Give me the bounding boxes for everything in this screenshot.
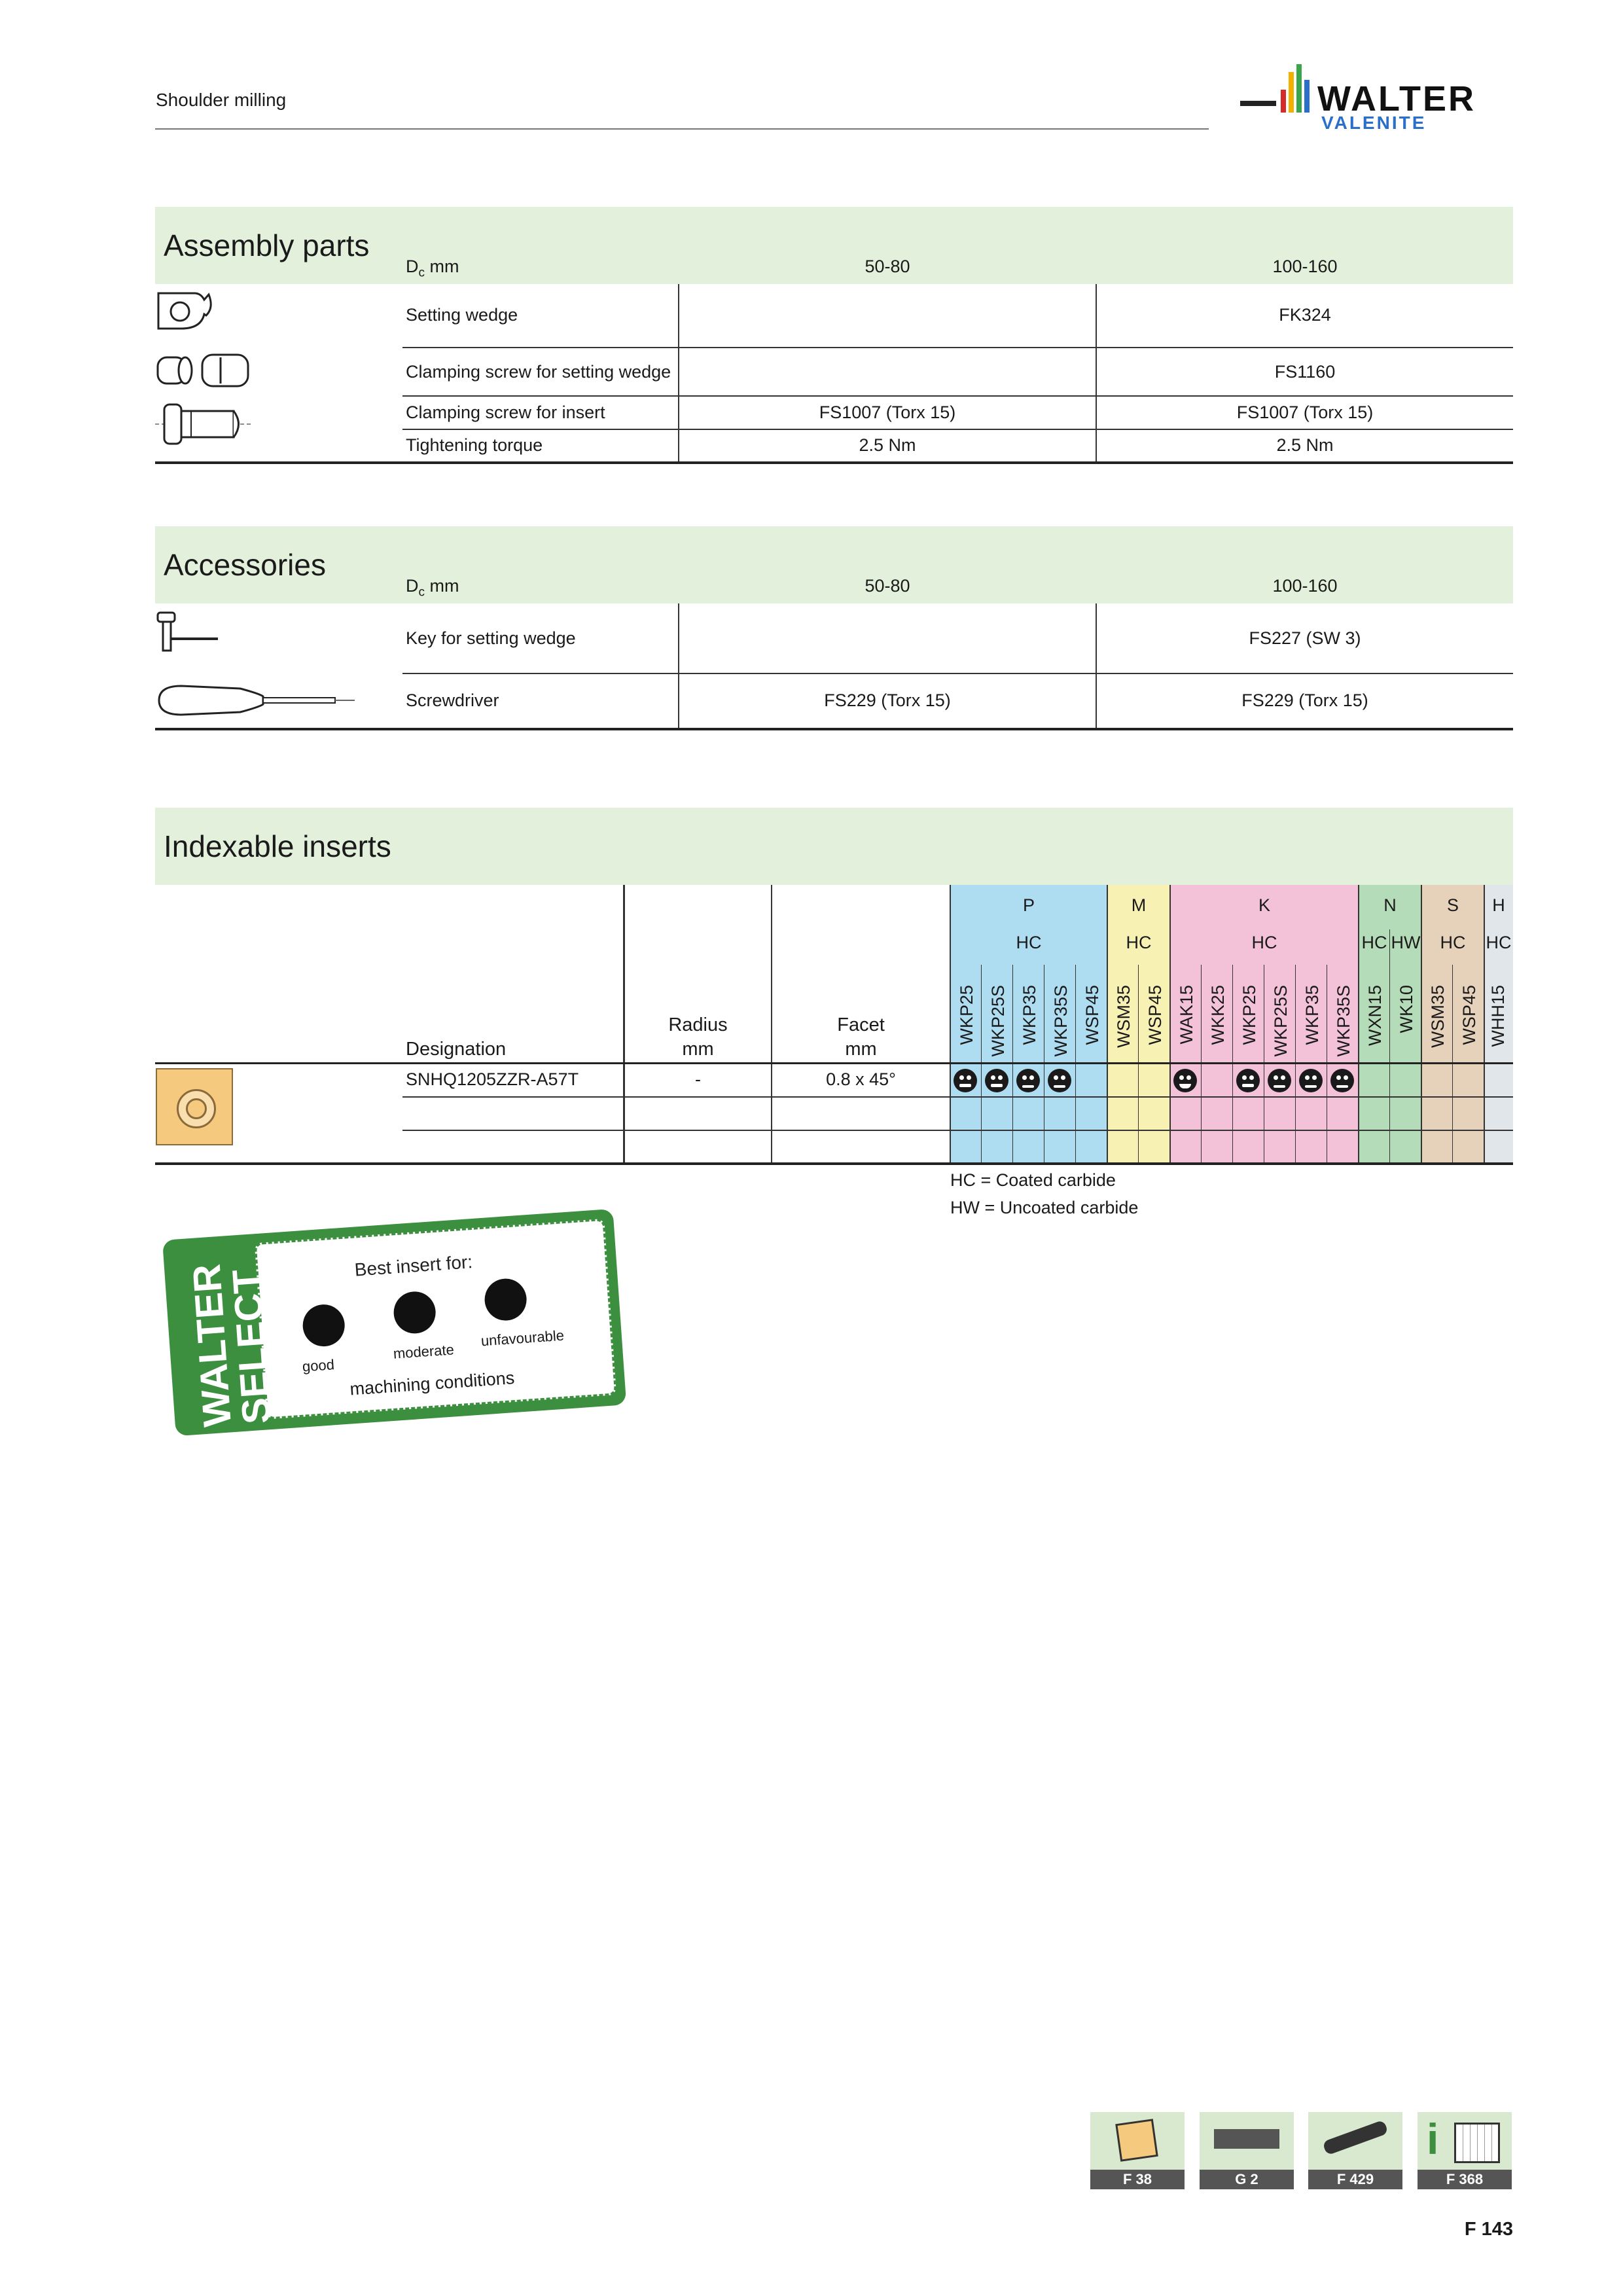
group-sub: HC (1486, 933, 1512, 952)
moderate-face-icon (1236, 1069, 1260, 1092)
nav-label: F 368 (1418, 2170, 1512, 2189)
badge-unfavourable: unfavourable (480, 1327, 565, 1350)
grade-label: WK10 (1397, 985, 1416, 1033)
tool-holder-icon (1214, 2129, 1279, 2149)
good-face-icon (1173, 1069, 1197, 1092)
assembly-row-label: Tightening torque (406, 435, 543, 455)
assembly-col-50-80: 50-80 (865, 257, 910, 276)
group-letter: N (1383, 895, 1397, 915)
assembly-row-value: 2.5 Nm (1276, 435, 1334, 455)
assembly-row-value: FS1160 (1274, 362, 1336, 382)
accessories-row-value: FS227 (SW 3) (1249, 628, 1361, 648)
badge-good: good (302, 1356, 335, 1375)
assembly-row-value: FS1007 (Torx 15) (1236, 403, 1374, 422)
insert-icon (156, 1068, 233, 1145)
accessories-row-value: FS229 (Torx 15) (824, 691, 951, 710)
grade-label: WKP25S (1271, 985, 1291, 1057)
brand-logo (1240, 60, 1515, 132)
grade-label: WXN15 (1365, 985, 1385, 1047)
group-sub: HC (1126, 933, 1152, 952)
brand-name: WALTER (1317, 79, 1476, 118)
group-sub: HC (1440, 933, 1466, 952)
badge-brand: WALTER (184, 1263, 240, 1429)
grade-label: WSP45 (1082, 985, 1102, 1045)
group-letter: K (1258, 895, 1270, 915)
assembly-row-value: 2.5 Nm (859, 435, 916, 455)
badge-heading: Best insert for: (353, 1251, 474, 1280)
grade-label: WKP25S (988, 985, 1008, 1057)
info-icon: i (1427, 2115, 1439, 2163)
legend-hw: HW = Uncoated carbide (950, 1198, 1139, 1217)
grid-chart-icon (1454, 2123, 1500, 2163)
grade-label: WSM35 (1428, 985, 1448, 1049)
brand-sub: VALENITE (1321, 113, 1427, 133)
assembly-row-value: FS1007 (Torx 15) (819, 403, 956, 422)
grade-label: WHH15 (1488, 985, 1508, 1047)
nav-tools-link[interactable] (1308, 2112, 1402, 2189)
section-title: Shoulder milling (156, 90, 287, 110)
insert-facet: 0.8 x 45° (826, 1069, 896, 1089)
group-letter: M (1131, 895, 1147, 915)
assembly-row-label: Setting wedge (406, 305, 518, 325)
header-rule (155, 128, 1209, 130)
nav-insert-link[interactable] (1090, 2112, 1185, 2189)
insert-radius: - (695, 1069, 701, 1089)
accessories-row-value: FS229 (Torx 15) (1241, 691, 1368, 710)
nav-info-link[interactable] (1418, 2112, 1512, 2189)
assembly-row-value: FK324 (1279, 305, 1331, 325)
assembly-dc-label: $D_c$ mm (406, 257, 459, 280)
unfavourable-face-icon (1048, 1069, 1071, 1092)
nav-label: F 38 (1090, 2170, 1185, 2189)
assembly-title: Assembly parts (164, 228, 370, 262)
insert-designation: SNHQ1205ZZR-A57T (406, 1069, 579, 1089)
grade-label: WAK15 (1177, 985, 1196, 1045)
group-k-column (1170, 885, 1359, 1164)
grade-label: WKP25 (1240, 985, 1259, 1045)
accessories-row-label: Screwdriver (406, 691, 499, 710)
hex-key-icon (155, 609, 221, 655)
legend-hc: HC = Coated carbide (950, 1170, 1116, 1190)
radius-unit: mm (682, 1039, 714, 1060)
unfavourable-face-icon (1016, 1069, 1040, 1092)
assembly-row-label: Clamping screw for setting wedge (406, 362, 671, 382)
setting-wedge-icon (155, 288, 221, 334)
group-letter: S (1446, 895, 1459, 915)
group-letter: P (1022, 895, 1035, 915)
inserts-title: Indexable inserts (164, 829, 391, 863)
badge-moderate: moderate (393, 1341, 455, 1362)
moderate-face-icon (985, 1069, 1008, 1092)
clamping-screw-wedge-icon (155, 351, 253, 390)
radius-header: Radius (668, 1014, 728, 1035)
unfavourable-face-icon (1268, 1069, 1291, 1092)
grade-label: WSP45 (1459, 985, 1479, 1045)
wrench-icon (1322, 2120, 1388, 2156)
group-sub: HC (1251, 933, 1277, 952)
moderate-face-icon (954, 1069, 977, 1092)
nav-holder-link[interactable] (1200, 2112, 1294, 2189)
assembly-col-100-160: 100-160 (1272, 257, 1338, 276)
assembly-row-label: Clamping screw for insert (406, 403, 605, 422)
screwdriver-icon (155, 681, 358, 720)
walter-select-badge (162, 1209, 626, 1436)
grade-label: WKP35 (1020, 985, 1039, 1045)
badge-footer: machining conditions (349, 1368, 516, 1399)
unfavourable-face-icon (1299, 1069, 1323, 1092)
clamping-screw-insert-icon (155, 398, 253, 450)
grade-label: WKK25 (1208, 985, 1228, 1045)
accessories-col-50-80: 50-80 (865, 576, 910, 596)
grade-label: WKP25 (957, 985, 976, 1045)
nav-label: F 429 (1308, 2170, 1402, 2189)
group-sub: HC (1361, 933, 1387, 952)
group-sub: HW (1391, 933, 1421, 952)
designation-header: Designation (406, 1039, 507, 1060)
badge-brand-sub: SELECT (224, 1268, 279, 1426)
unfavourable-face-icon (1330, 1069, 1354, 1092)
accessories-col-100-160: 100-160 (1272, 576, 1338, 596)
nav-label: G 2 (1200, 2170, 1294, 2189)
accessories-row-label: Key for setting wedge (406, 628, 576, 648)
grade-label: WSP45 (1145, 985, 1165, 1045)
facet-unit: mm (845, 1039, 877, 1060)
accessories-title: Accessories (164, 548, 326, 582)
group-letter: H (1492, 895, 1505, 915)
grade-label: WKP35 (1302, 985, 1322, 1045)
accessories-dc-label: $D_c$ mm (406, 576, 459, 600)
page-number: F 143 (1464, 2219, 1513, 2240)
facet-header: Facet (837, 1014, 885, 1035)
grade-label: WKP35S (1051, 985, 1071, 1057)
insert-icon (1115, 2119, 1158, 2162)
grade-label: WSM35 (1114, 985, 1133, 1049)
group-sub: HC (1016, 933, 1042, 952)
grade-label: WKP35S (1334, 985, 1353, 1057)
